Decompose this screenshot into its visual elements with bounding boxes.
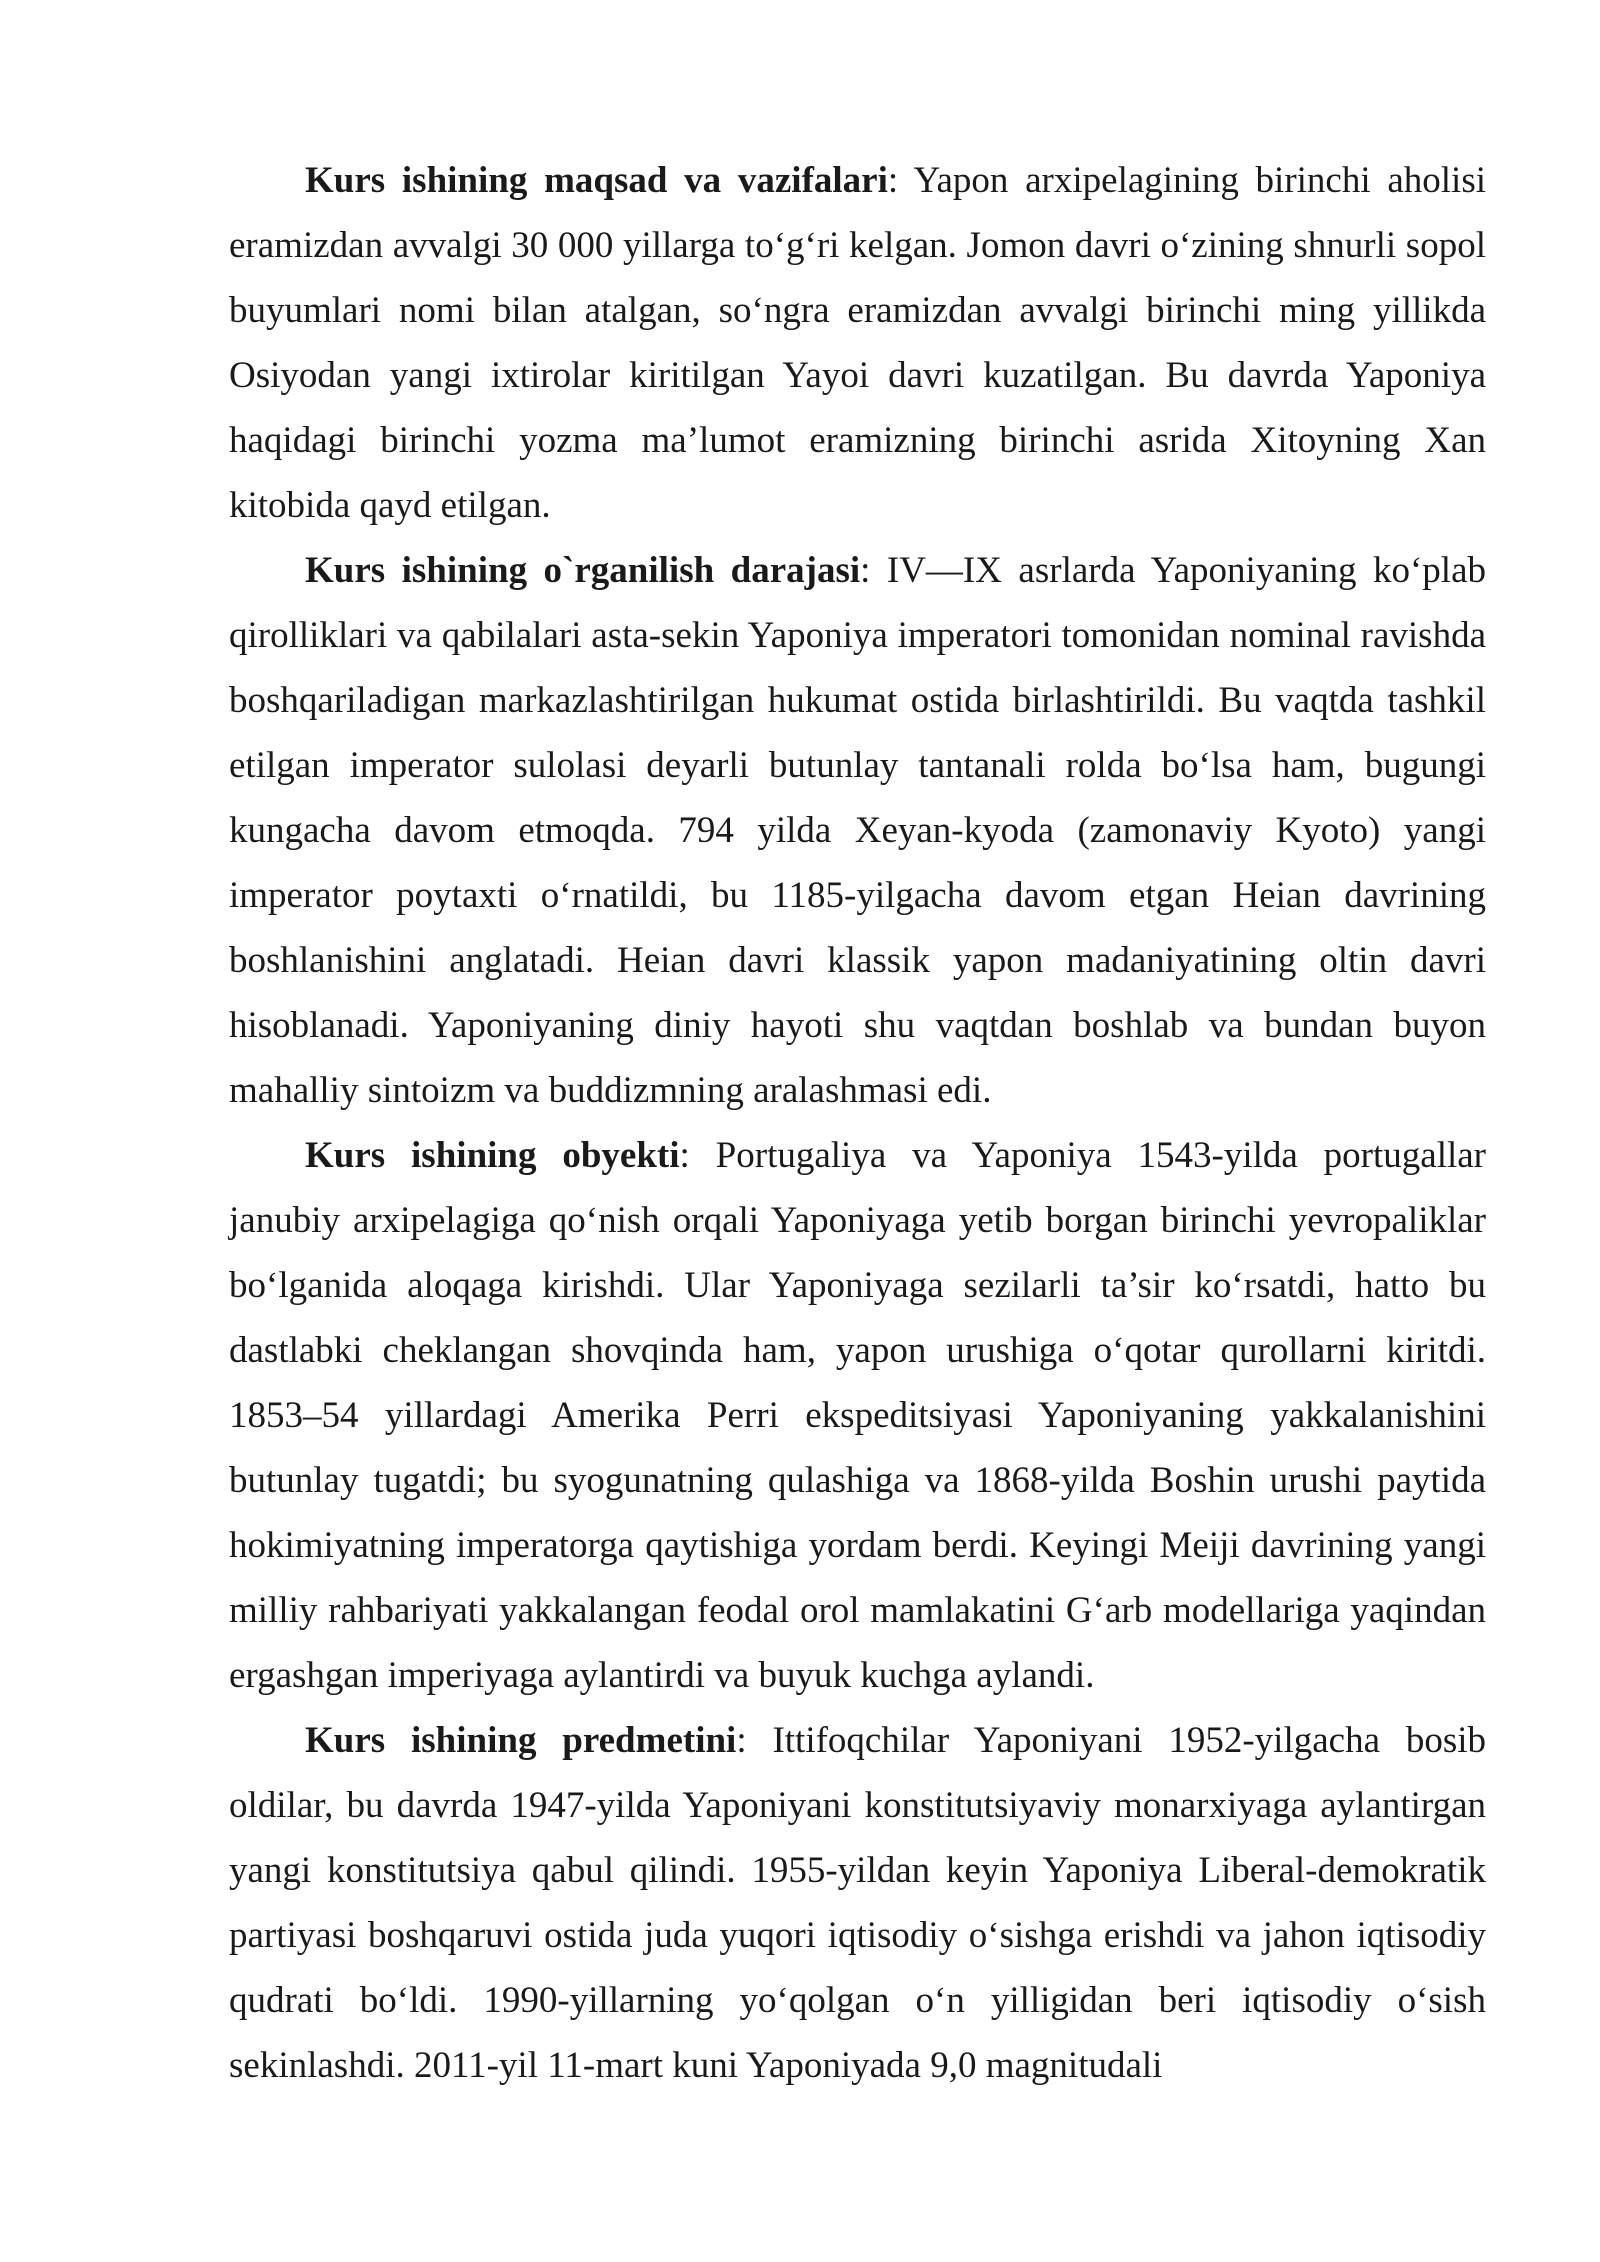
paragraph-heading: Kurs ishining predmetini [305,1720,737,1761]
paragraph-organilish-darajasi [229,538,1486,1123]
paragraph-predmetini [229,1708,1486,2098]
paragraph-heading: Kurs ishining maqsad va vazifalari [305,160,888,201]
paragraph-text: : Yapon arxipelagining birinchi aholisi eramizdan avvalgi 30 000 yillarga to‘g‘ri kelgan. Jomon davri o‘zining shnurli sopol buyumlari nomi bilan atalgan, so‘ngra eramizdan avvalgi birinchi ming yillikda Osiyodan yangi ixtirolar kiritilgan Yayoi davri kuzatilgan. Bu davrda Yaponiya haqidagi birinchi yozma ma’lumot eramizning birinchi asrida Xitoyning Xan kitobida qayd etilgan. [229,160,1487,526]
paragraph-text: : Ittifoqchilar Yaponiyani 1952-yilgacha bosib oldilar, bu davrda 1947-yilda Yaponiyani konstitutsiyaviy monarxiyaga aylantirgan yangi konstitutsiya qabul qilindi. 1955-yildan keyin Yaponiya Liberal-demokratik partiyasi boshqaruvi ostida juda yuqori iqtisodiy o‘sishga erishdi va jahon iqtisodiy qudrati bo‘ldi. 1990-yillarning yo‘qolgan o‘n yilligidan beri iqtisodiy o‘sish sekinlashdi. 2011-yil 11-mart kuni Yaponiyada 9,0 magnitudali [229,1720,1486,2086]
paragraph-text: : Portugaliya va Yaponiya 1543-yilda portugallar janubiy arxipelagiga qo‘nish orqali Yaponiyaga yetib borgan birinchi yevropaliklar bo‘lganida aloqaga kirishdi. Ular Yaponiyaga sezilarli ta’sir ko‘rsatdi, hatto bu dastlabki cheklangan shovqinda ham, yapon urushiga o‘qotar qurollarni kiritdi. 1853–54 yillardagi Amerika Perri ekspeditsiyasi Yaponiyaning yakkalanishini butunlay tugatdi; bu syogunatning qulashiga va 1868-yilda Boshin urushi paytida hokimiyatning imperatorga qaytishiga yordam berdi. Keyingi Meiji davrining yangi milliy rahbariyati yakkalangan feodal orol mamlakatini G‘arb modellariga yaqindan ergashgan imperiyaga aylantirdi va buyuk kuchga aylandi. [229,1135,1486,1696]
paragraph-maqsad-vazifalari [229,148,1486,538]
paragraph-obyekti [229,1123,1486,1708]
document-body [229,148,1486,2098]
paragraph-heading: Kurs ishining o`rganilish darajasi [305,550,861,591]
paragraph-heading: Kurs ishining obyekti [305,1135,680,1176]
paragraph-text: : IV—IX asrlarda Yaponiyaning ko‘plab qirolliklari va qabilalari asta-sekin Yaponiya imperatori tomonidan nominal ravishda boshqariladigan markazlashtirilgan hukumat ostida birlashtirildi. Bu vaqtda tashkil etilgan imperator sulolasi deyarli butunlay tantanali rolda bo‘lsa ham, bugungi kungacha davom etmoqda. 794 yilda Xeyan-kyoda (zamonaviy Kyoto) yangi imperator poytaxti o‘rnatildi, bu 1185-yilgacha davom etgan Heian davrining boshlanishini anglatadi. Heian davri klassik yapon madaniyatining oltin davri hisoblanadi. Yaponiyaning diniy hayoti shu vaqtdan boshlab va bundan buyon mahalliy sintoizm va buddizmning aralashmasi edi. [229,550,1486,1111]
